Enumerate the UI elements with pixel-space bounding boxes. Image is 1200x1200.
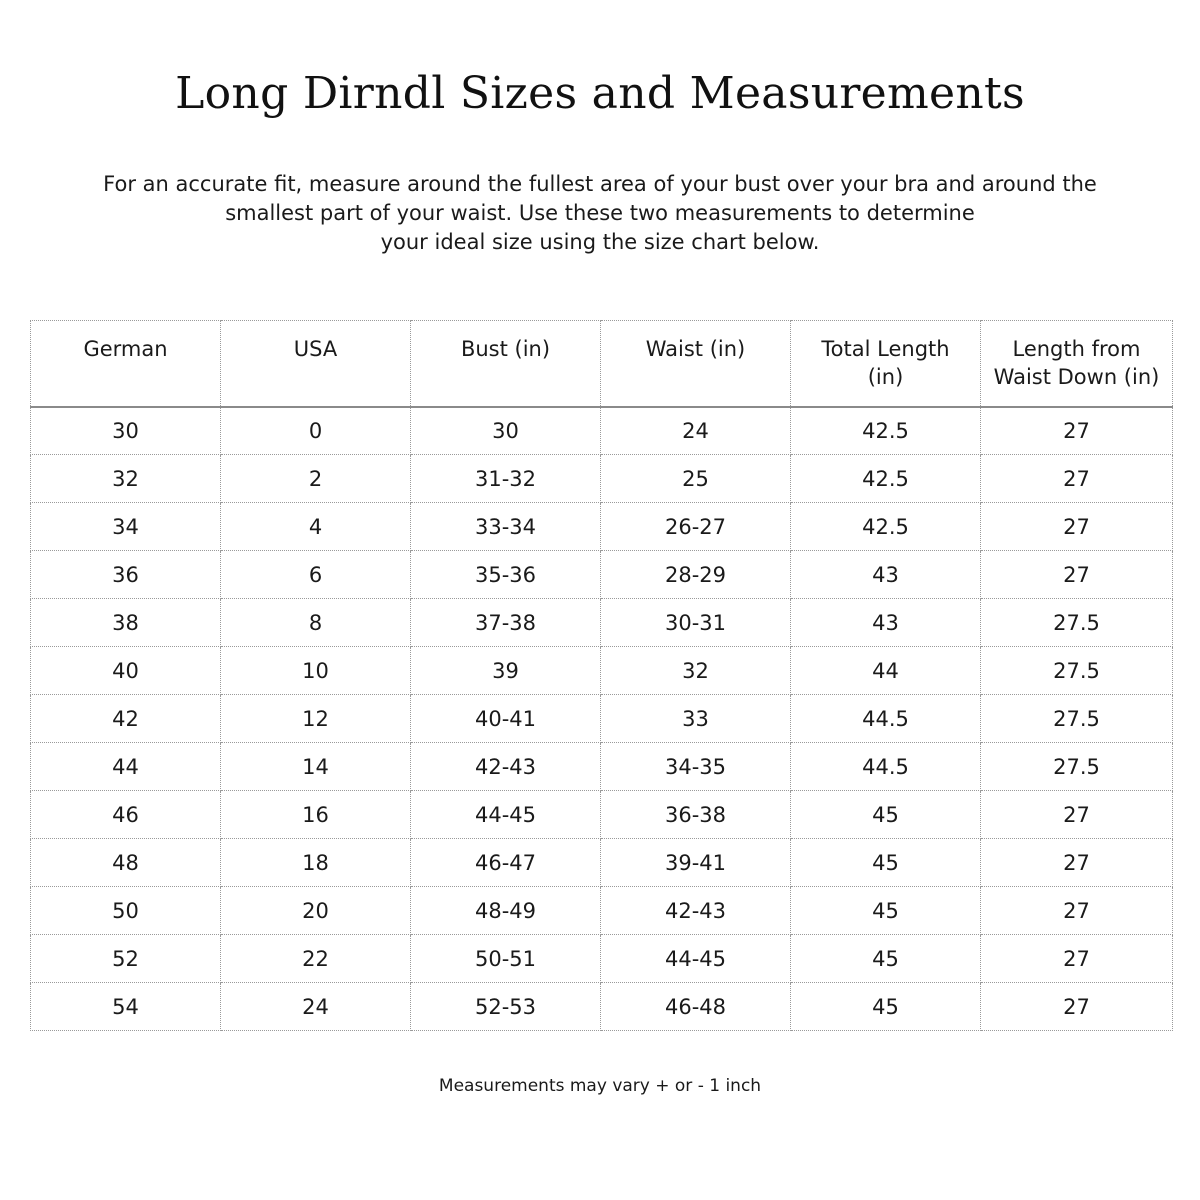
table-cell: 27.5 <box>981 695 1173 743</box>
column-header <box>411 321 601 407</box>
table-cell: 27 <box>981 935 1173 983</box>
table-cell: 48-49 <box>411 887 601 935</box>
page-title: Long Dirndl Sizes and Measurements <box>175 68 1025 119</box>
table-cell: 24 <box>601 407 791 455</box>
table-cell: 27 <box>981 407 1173 455</box>
table-cell: 14 <box>221 743 411 791</box>
table-cell: 50 <box>31 887 221 935</box>
table-cell: 44-45 <box>601 935 791 983</box>
table-cell: 25 <box>601 455 791 503</box>
table-cell: 36-38 <box>601 791 791 839</box>
intro-line: smallest part of your waist. Use these two measurements to determine <box>225 201 975 225</box>
table-cell: 20 <box>221 887 411 935</box>
table-cell: 16 <box>221 791 411 839</box>
table-row <box>31 695 1173 743</box>
table-cell: 42.5 <box>791 503 981 551</box>
table-cell: 34-35 <box>601 743 791 791</box>
table-row <box>31 647 1173 695</box>
table-cell: 44-45 <box>411 791 601 839</box>
table-cell: 45 <box>791 887 981 935</box>
table-row <box>31 935 1173 983</box>
table-row <box>31 503 1173 551</box>
column-header <box>791 321 981 407</box>
table-cell: 35-36 <box>411 551 601 599</box>
table-cell: 28-29 <box>601 551 791 599</box>
table-cell: 31-32 <box>411 455 601 503</box>
table-cell: 45 <box>791 839 981 887</box>
table-cell: 27 <box>981 839 1173 887</box>
table-row <box>31 599 1173 647</box>
column-header <box>31 321 221 407</box>
table-cell: 45 <box>791 983 981 1031</box>
table-cell: 39-41 <box>601 839 791 887</box>
table-cell: 27.5 <box>981 743 1173 791</box>
table-cell: 48 <box>31 839 221 887</box>
table-body <box>31 407 1173 1031</box>
table-cell: 30-31 <box>601 599 791 647</box>
table-header <box>31 321 1173 407</box>
column-header-line: Length from <box>1012 337 1141 361</box>
table-cell: 33 <box>601 695 791 743</box>
table-cell: 42 <box>31 695 221 743</box>
intro-line: your ideal size using the size chart below. <box>380 230 820 254</box>
table-cell: 39 <box>411 647 601 695</box>
table-cell: 36 <box>31 551 221 599</box>
intro-line: For an accurate fit, measure around the fullest area of your bust over your bra and around the <box>103 172 1097 196</box>
table-cell: 32 <box>31 455 221 503</box>
table-row <box>31 551 1173 599</box>
table-cell: 44 <box>31 743 221 791</box>
table-cell: 34 <box>31 503 221 551</box>
table-cell: 37-38 <box>411 599 601 647</box>
table-row <box>31 887 1173 935</box>
table-cell: 30 <box>31 407 221 455</box>
table-cell: 6 <box>221 551 411 599</box>
table-cell: 2 <box>221 455 411 503</box>
table-cell: 32 <box>601 647 791 695</box>
size-chart-table <box>30 320 1173 1031</box>
table-cell: 0 <box>221 407 411 455</box>
column-header <box>601 321 791 407</box>
table-cell: 30 <box>411 407 601 455</box>
column-header-line: Waist (in) <box>645 337 746 361</box>
table-row <box>31 743 1173 791</box>
table-cell: 50-51 <box>411 935 601 983</box>
table-cell: 54 <box>31 983 221 1031</box>
table-cell: 45 <box>791 791 981 839</box>
table-cell: 42.5 <box>791 455 981 503</box>
column-header-line: German <box>83 337 168 361</box>
table-row <box>31 455 1173 503</box>
table-cell: 27 <box>981 791 1173 839</box>
table-cell: 44.5 <box>791 743 981 791</box>
table-cell: 52 <box>31 935 221 983</box>
table-cell: 27 <box>981 551 1173 599</box>
table-cell: 46-48 <box>601 983 791 1031</box>
table-cell: 22 <box>221 935 411 983</box>
table-cell: 42-43 <box>411 743 601 791</box>
table-cell: 4 <box>221 503 411 551</box>
table-cell: 12 <box>221 695 411 743</box>
table-row <box>31 983 1173 1031</box>
table-cell: 10 <box>221 647 411 695</box>
table-cell: 38 <box>31 599 221 647</box>
table-row <box>31 839 1173 887</box>
table-cell: 18 <box>221 839 411 887</box>
table-cell: 43 <box>791 599 981 647</box>
table-cell: 27.5 <box>981 599 1173 647</box>
table-cell: 44 <box>791 647 981 695</box>
table-cell: 27 <box>981 887 1173 935</box>
table-cell: 44.5 <box>791 695 981 743</box>
table-cell: 40 <box>31 647 221 695</box>
column-header-line: Bust (in) <box>460 337 551 361</box>
footnote: Measurements may vary + or - 1 inch <box>438 1076 762 1096</box>
table-cell: 42-43 <box>601 887 791 935</box>
column-header-line: (in) <box>867 365 904 389</box>
table-cell: 40-41 <box>411 695 601 743</box>
table-row <box>31 407 1173 455</box>
table-cell: 45 <box>791 935 981 983</box>
table-cell: 26-27 <box>601 503 791 551</box>
table-row <box>31 791 1173 839</box>
table-cell: 42.5 <box>791 407 981 455</box>
table-cell: 8 <box>221 599 411 647</box>
column-header-line: Total Length <box>821 337 950 361</box>
table-cell: 33-34 <box>411 503 601 551</box>
header-row <box>31 321 1173 407</box>
column-header <box>221 321 411 407</box>
column-header <box>981 321 1173 407</box>
table-cell: 43 <box>791 551 981 599</box>
table-cell: 27.5 <box>981 647 1173 695</box>
table-cell: 46-47 <box>411 839 601 887</box>
table-cell: 52-53 <box>411 983 601 1031</box>
table-cell: 46 <box>31 791 221 839</box>
table-cell: 27 <box>981 503 1173 551</box>
table-cell: 27 <box>981 983 1173 1031</box>
table-cell: 24 <box>221 983 411 1031</box>
table-cell: 27 <box>981 455 1173 503</box>
column-header-line: USA <box>293 337 338 361</box>
intro-text <box>0 170 1200 257</box>
column-header-line: Waist Down (in) <box>993 365 1160 389</box>
